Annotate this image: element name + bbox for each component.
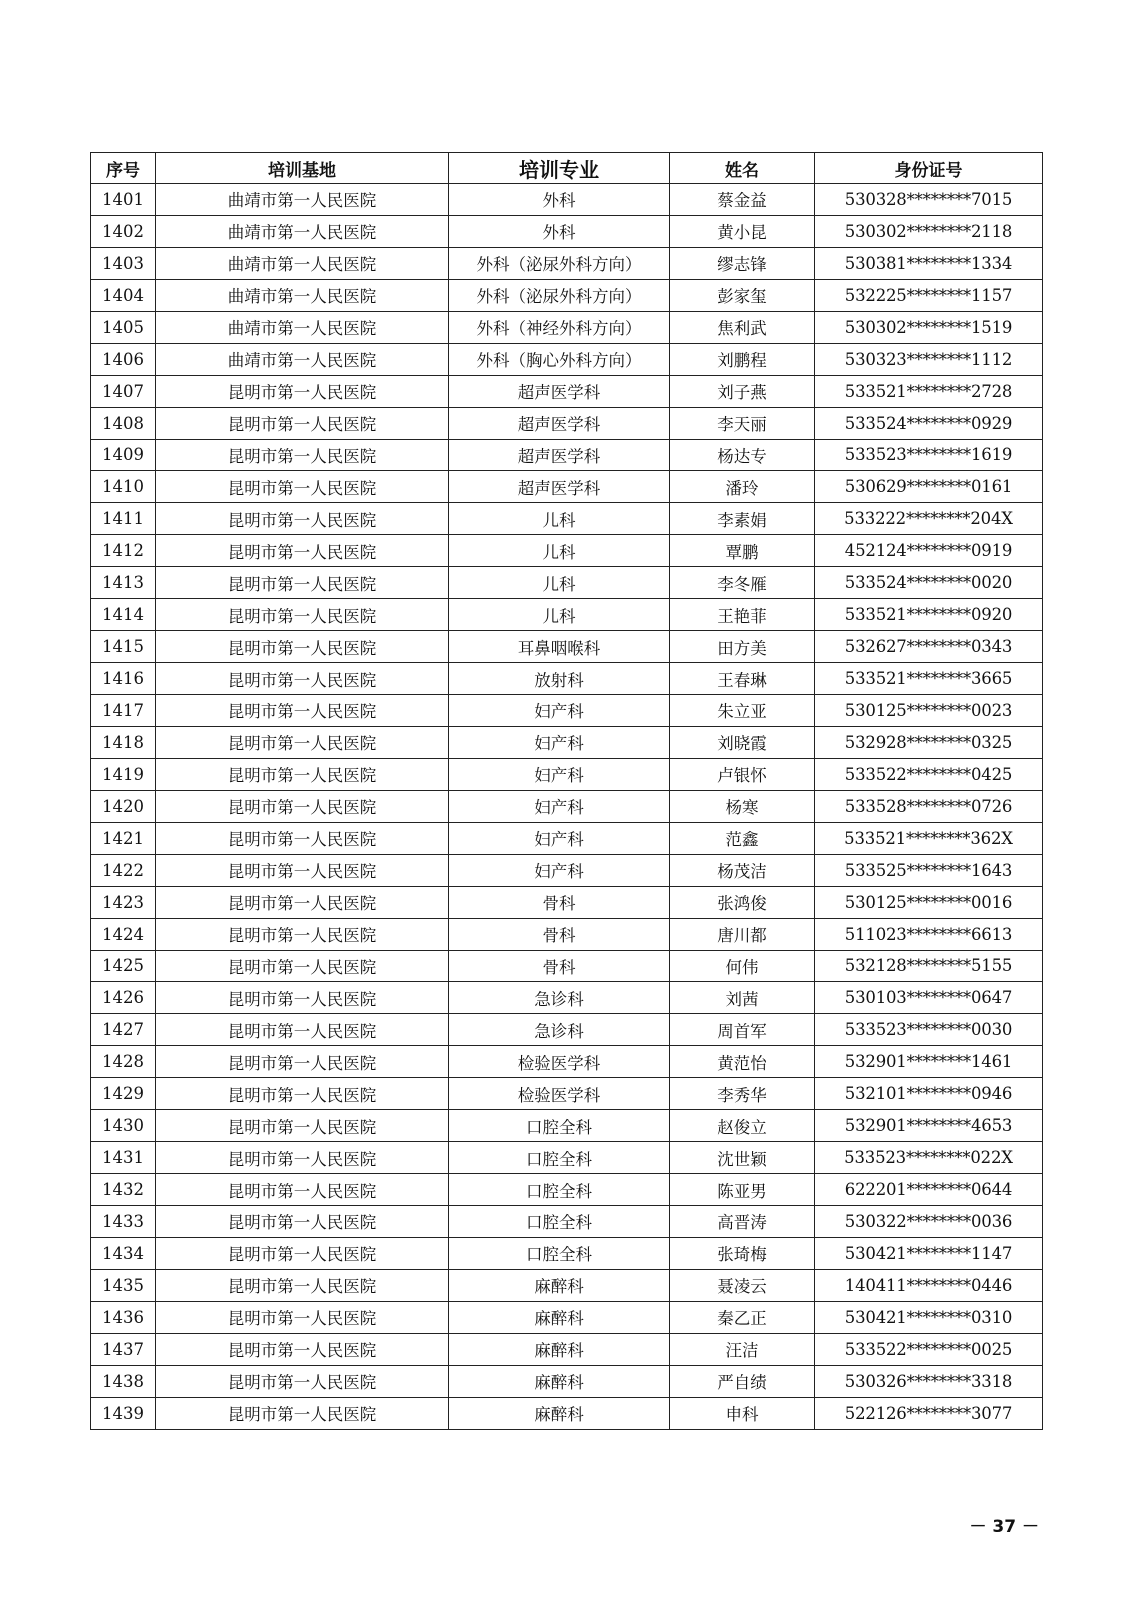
table-row bbox=[91, 279, 1043, 311]
cell-base: 昆明市第一人民医院 bbox=[156, 1397, 449, 1429]
cell-name: 严自绩 bbox=[670, 1365, 815, 1397]
cell-name: 蔡金益 bbox=[670, 184, 815, 216]
cell-base: 昆明市第一人民医院 bbox=[156, 631, 449, 663]
table-row bbox=[91, 375, 1043, 407]
cell-id: 532928********0325 bbox=[815, 726, 1043, 758]
cell-id: 530629********0161 bbox=[815, 471, 1043, 503]
table-row bbox=[91, 215, 1043, 247]
cell-seq: 1411 bbox=[91, 503, 156, 535]
cell-base: 昆明市第一人民医院 bbox=[156, 695, 449, 727]
header-seq: 序号 bbox=[91, 153, 156, 184]
cell-base: 昆明市第一人民医院 bbox=[156, 535, 449, 567]
cell-id: 533528********0726 bbox=[815, 790, 1043, 822]
cell-seq: 1432 bbox=[91, 1174, 156, 1206]
table-row bbox=[91, 982, 1043, 1014]
cell-major: 外科（泌尿外科方向） bbox=[449, 279, 670, 311]
table-row bbox=[91, 695, 1043, 727]
cell-name: 李冬雁 bbox=[670, 567, 815, 599]
table-row bbox=[91, 439, 1043, 471]
cell-base: 昆明市第一人民医院 bbox=[156, 822, 449, 854]
cell-name: 秦乙正 bbox=[670, 1301, 815, 1333]
cell-base: 昆明市第一人民医院 bbox=[156, 1237, 449, 1269]
cell-major: 外科（泌尿外科方向） bbox=[449, 247, 670, 279]
cell-seq: 1417 bbox=[91, 695, 156, 727]
cell-base: 昆明市第一人民医院 bbox=[156, 471, 449, 503]
table-row bbox=[91, 311, 1043, 343]
cell-name: 刘子燕 bbox=[670, 375, 815, 407]
cell-id: 532101********0946 bbox=[815, 1078, 1043, 1110]
cell-seq: 1433 bbox=[91, 1206, 156, 1238]
cell-name: 杨茂洁 bbox=[670, 854, 815, 886]
table-body bbox=[91, 184, 1043, 1430]
cell-seq: 1430 bbox=[91, 1110, 156, 1142]
table-row bbox=[91, 599, 1043, 631]
table-row bbox=[91, 1365, 1043, 1397]
cell-major: 麻醉科 bbox=[449, 1301, 670, 1333]
cell-base: 昆明市第一人民医院 bbox=[156, 1206, 449, 1238]
cell-seq: 1414 bbox=[91, 599, 156, 631]
cell-major: 妇产科 bbox=[449, 758, 670, 790]
cell-name: 刘晓霞 bbox=[670, 726, 815, 758]
cell-name: 赵俊立 bbox=[670, 1110, 815, 1142]
cell-name: 张鸿俊 bbox=[670, 886, 815, 918]
cell-id: 530421********1147 bbox=[815, 1237, 1043, 1269]
cell-major: 儿科 bbox=[449, 599, 670, 631]
cell-id: 532128********5155 bbox=[815, 950, 1043, 982]
cell-id: 533524********0020 bbox=[815, 567, 1043, 599]
table-row bbox=[91, 407, 1043, 439]
cell-name: 彭家玺 bbox=[670, 279, 815, 311]
cell-base: 曲靖市第一人民医院 bbox=[156, 215, 449, 247]
cell-base: 昆明市第一人民医院 bbox=[156, 599, 449, 631]
cell-seq: 1403 bbox=[91, 247, 156, 279]
cell-seq: 1428 bbox=[91, 1046, 156, 1078]
cell-seq: 1413 bbox=[91, 567, 156, 599]
cell-name: 潘玲 bbox=[670, 471, 815, 503]
cell-id: 533521********2728 bbox=[815, 375, 1043, 407]
cell-base: 昆明市第一人民医院 bbox=[156, 1110, 449, 1142]
cell-name: 唐川都 bbox=[670, 918, 815, 950]
table-row bbox=[91, 1142, 1043, 1174]
table-row bbox=[91, 631, 1043, 663]
cell-major: 骨科 bbox=[449, 886, 670, 918]
table-row bbox=[91, 790, 1043, 822]
cell-base: 昆明市第一人民医院 bbox=[156, 1078, 449, 1110]
cell-seq: 1427 bbox=[91, 1014, 156, 1046]
table-row bbox=[91, 343, 1043, 375]
cell-major: 超声医学科 bbox=[449, 439, 670, 471]
cell-id: 622201********0644 bbox=[815, 1174, 1043, 1206]
cell-seq: 1424 bbox=[91, 918, 156, 950]
table-row bbox=[91, 1046, 1043, 1078]
cell-base: 昆明市第一人民医院 bbox=[156, 950, 449, 982]
cell-name: 缪志锋 bbox=[670, 247, 815, 279]
cell-seq: 1406 bbox=[91, 343, 156, 375]
cell-major: 麻醉科 bbox=[449, 1333, 670, 1365]
cell-base: 昆明市第一人民医院 bbox=[156, 758, 449, 790]
cell-major: 检验医学科 bbox=[449, 1078, 670, 1110]
cell-name: 张琦梅 bbox=[670, 1237, 815, 1269]
table-row bbox=[91, 503, 1043, 535]
cell-seq: 1438 bbox=[91, 1365, 156, 1397]
cell-seq: 1426 bbox=[91, 982, 156, 1014]
cell-seq: 1415 bbox=[91, 631, 156, 663]
table-row bbox=[91, 567, 1043, 599]
table-row bbox=[91, 247, 1043, 279]
cell-id: 533521********3665 bbox=[815, 663, 1043, 695]
header-major: 培训专业 bbox=[449, 153, 670, 184]
cell-base: 昆明市第一人民医院 bbox=[156, 1301, 449, 1333]
table-row bbox=[91, 1110, 1043, 1142]
cell-id: 533222********204X bbox=[815, 503, 1043, 535]
table-row bbox=[91, 1237, 1043, 1269]
cell-id: 530302********1519 bbox=[815, 311, 1043, 343]
cell-id: 533523********022X bbox=[815, 1142, 1043, 1174]
cell-base: 昆明市第一人民医院 bbox=[156, 1365, 449, 1397]
cell-seq: 1412 bbox=[91, 535, 156, 567]
header-base: 培训基地 bbox=[156, 153, 449, 184]
cell-major: 口腔全科 bbox=[449, 1142, 670, 1174]
cell-major: 外科 bbox=[449, 184, 670, 216]
cell-id: 530125********0016 bbox=[815, 886, 1043, 918]
cell-name: 李秀华 bbox=[670, 1078, 815, 1110]
cell-base: 曲靖市第一人民医院 bbox=[156, 311, 449, 343]
cell-id: 532901********1461 bbox=[815, 1046, 1043, 1078]
cell-id: 530323********1112 bbox=[815, 343, 1043, 375]
cell-id: 533525********1643 bbox=[815, 854, 1043, 886]
cell-name: 杨寒 bbox=[670, 790, 815, 822]
cell-major: 口腔全科 bbox=[449, 1174, 670, 1206]
cell-id: 532225********1157 bbox=[815, 279, 1043, 311]
cell-major: 超声医学科 bbox=[449, 407, 670, 439]
cell-major: 妇产科 bbox=[449, 695, 670, 727]
cell-name: 陈亚男 bbox=[670, 1174, 815, 1206]
cell-id: 530328********7015 bbox=[815, 184, 1043, 216]
cell-major: 超声医学科 bbox=[449, 471, 670, 503]
cell-seq: 1437 bbox=[91, 1333, 156, 1365]
cell-name: 范鑫 bbox=[670, 822, 815, 854]
cell-id: 530103********0647 bbox=[815, 982, 1043, 1014]
cell-seq: 1425 bbox=[91, 950, 156, 982]
cell-major: 儿科 bbox=[449, 567, 670, 599]
cell-seq: 1401 bbox=[91, 184, 156, 216]
cell-seq: 1402 bbox=[91, 215, 156, 247]
cell-id: 533523********1619 bbox=[815, 439, 1043, 471]
table-row bbox=[91, 1269, 1043, 1301]
cell-name: 何伟 bbox=[670, 950, 815, 982]
table-row bbox=[91, 822, 1043, 854]
cell-base: 昆明市第一人民医院 bbox=[156, 726, 449, 758]
cell-seq: 1410 bbox=[91, 471, 156, 503]
table-row bbox=[91, 1301, 1043, 1333]
table-row bbox=[91, 1206, 1043, 1238]
cell-seq: 1431 bbox=[91, 1142, 156, 1174]
cell-base: 昆明市第一人民医院 bbox=[156, 790, 449, 822]
cell-name: 黄小昆 bbox=[670, 215, 815, 247]
cell-name: 田方美 bbox=[670, 631, 815, 663]
cell-seq: 1418 bbox=[91, 726, 156, 758]
cell-id: 522126********3077 bbox=[815, 1397, 1043, 1429]
cell-base: 曲靖市第一人民医院 bbox=[156, 247, 449, 279]
table-row bbox=[91, 1078, 1043, 1110]
table-row bbox=[91, 1333, 1043, 1365]
cell-seq: 1422 bbox=[91, 854, 156, 886]
cell-seq: 1423 bbox=[91, 886, 156, 918]
cell-base: 昆明市第一人民医院 bbox=[156, 1333, 449, 1365]
cell-id: 530322********0036 bbox=[815, 1206, 1043, 1238]
cell-name: 王艳菲 bbox=[670, 599, 815, 631]
table-row bbox=[91, 726, 1043, 758]
cell-name: 汪洁 bbox=[670, 1333, 815, 1365]
cell-major: 麻醉科 bbox=[449, 1397, 670, 1429]
cell-seq: 1407 bbox=[91, 375, 156, 407]
cell-seq: 1420 bbox=[91, 790, 156, 822]
cell-id: 530421********0310 bbox=[815, 1301, 1043, 1333]
cell-name: 李天丽 bbox=[670, 407, 815, 439]
cell-seq: 1439 bbox=[91, 1397, 156, 1429]
table-row bbox=[91, 758, 1043, 790]
cell-base: 昆明市第一人民医院 bbox=[156, 1174, 449, 1206]
cell-name: 高晋涛 bbox=[670, 1206, 815, 1238]
cell-major: 儿科 bbox=[449, 503, 670, 535]
cell-major: 外科（胸心外科方向） bbox=[449, 343, 670, 375]
cell-name: 刘鹏程 bbox=[670, 343, 815, 375]
cell-seq: 1408 bbox=[91, 407, 156, 439]
cell-major: 急诊科 bbox=[449, 1014, 670, 1046]
cell-base: 曲靖市第一人民医院 bbox=[156, 343, 449, 375]
cell-base: 昆明市第一人民医院 bbox=[156, 1014, 449, 1046]
table-row bbox=[91, 471, 1043, 503]
cell-base: 昆明市第一人民医院 bbox=[156, 407, 449, 439]
cell-base: 曲靖市第一人民医院 bbox=[156, 279, 449, 311]
cell-name: 卢银怀 bbox=[670, 758, 815, 790]
cell-major: 外科（神经外科方向） bbox=[449, 311, 670, 343]
cell-major: 口腔全科 bbox=[449, 1110, 670, 1142]
cell-major: 妇产科 bbox=[449, 790, 670, 822]
cell-base: 昆明市第一人民医院 bbox=[156, 1269, 449, 1301]
cell-base: 昆明市第一人民医院 bbox=[156, 1046, 449, 1078]
header-name: 姓名 bbox=[670, 153, 815, 184]
header-row bbox=[91, 153, 1043, 184]
table-row bbox=[91, 535, 1043, 567]
cell-major: 外科 bbox=[449, 215, 670, 247]
cell-seq: 1419 bbox=[91, 758, 156, 790]
table-row bbox=[91, 918, 1043, 950]
cell-base: 昆明市第一人民医院 bbox=[156, 982, 449, 1014]
cell-id: 530381********1334 bbox=[815, 247, 1043, 279]
cell-name: 焦利武 bbox=[670, 311, 815, 343]
cell-name: 沈世颖 bbox=[670, 1142, 815, 1174]
cell-major: 骨科 bbox=[449, 950, 670, 982]
cell-base: 昆明市第一人民医院 bbox=[156, 918, 449, 950]
cell-id: 533523********0030 bbox=[815, 1014, 1043, 1046]
table-row bbox=[91, 663, 1043, 695]
cell-major: 检验医学科 bbox=[449, 1046, 670, 1078]
cell-seq: 1404 bbox=[91, 279, 156, 311]
cell-seq: 1421 bbox=[91, 822, 156, 854]
cell-id: 511023********6613 bbox=[815, 918, 1043, 950]
table-header bbox=[91, 153, 1043, 184]
table-row bbox=[91, 854, 1043, 886]
cell-id: 530326********3318 bbox=[815, 1365, 1043, 1397]
cell-id: 140411********0446 bbox=[815, 1269, 1043, 1301]
cell-name: 刘茜 bbox=[670, 982, 815, 1014]
trainee-roster-table bbox=[90, 152, 1043, 1430]
table-row bbox=[91, 1014, 1043, 1046]
table-row bbox=[91, 1397, 1043, 1429]
page-number: － 37 － bbox=[969, 1517, 1039, 1537]
cell-major: 妇产科 bbox=[449, 726, 670, 758]
cell-base: 昆明市第一人民医院 bbox=[156, 886, 449, 918]
cell-major: 妇产科 bbox=[449, 854, 670, 886]
cell-name: 杨达专 bbox=[670, 439, 815, 471]
cell-base: 昆明市第一人民医院 bbox=[156, 375, 449, 407]
cell-name: 王春琳 bbox=[670, 663, 815, 695]
cell-name: 申科 bbox=[670, 1397, 815, 1429]
cell-base: 昆明市第一人民医院 bbox=[156, 439, 449, 471]
cell-base: 昆明市第一人民医院 bbox=[156, 663, 449, 695]
table-row bbox=[91, 886, 1043, 918]
cell-seq: 1409 bbox=[91, 439, 156, 471]
cell-id: 533524********0929 bbox=[815, 407, 1043, 439]
cell-major: 妇产科 bbox=[449, 822, 670, 854]
table-row bbox=[91, 950, 1043, 982]
cell-major: 麻醉科 bbox=[449, 1269, 670, 1301]
cell-major: 耳鼻咽喉科 bbox=[449, 631, 670, 663]
cell-seq: 1416 bbox=[91, 663, 156, 695]
cell-major: 急诊科 bbox=[449, 982, 670, 1014]
cell-name: 覃鹏 bbox=[670, 535, 815, 567]
cell-major: 骨科 bbox=[449, 918, 670, 950]
cell-name: 黄范怡 bbox=[670, 1046, 815, 1078]
cell-seq: 1436 bbox=[91, 1301, 156, 1333]
cell-seq: 1405 bbox=[91, 311, 156, 343]
cell-id: 530125********0023 bbox=[815, 695, 1043, 727]
cell-major: 儿科 bbox=[449, 535, 670, 567]
cell-id: 452124********0919 bbox=[815, 535, 1043, 567]
cell-seq: 1435 bbox=[91, 1269, 156, 1301]
cell-name: 聂凌云 bbox=[670, 1269, 815, 1301]
cell-id: 533522********0425 bbox=[815, 758, 1043, 790]
cell-id: 533521********0920 bbox=[815, 599, 1043, 631]
cell-major: 放射科 bbox=[449, 663, 670, 695]
table-row bbox=[91, 184, 1043, 216]
cell-id: 533522********0025 bbox=[815, 1333, 1043, 1365]
cell-major: 麻醉科 bbox=[449, 1365, 670, 1397]
cell-seq: 1434 bbox=[91, 1237, 156, 1269]
cell-base: 昆明市第一人民医院 bbox=[156, 567, 449, 599]
cell-id: 530302********2118 bbox=[815, 215, 1043, 247]
cell-major: 口腔全科 bbox=[449, 1237, 670, 1269]
cell-name: 朱立亚 bbox=[670, 695, 815, 727]
cell-base: 昆明市第一人民医院 bbox=[156, 1142, 449, 1174]
cell-id: 532627********0343 bbox=[815, 631, 1043, 663]
cell-base: 曲靖市第一人民医院 bbox=[156, 184, 449, 216]
cell-seq: 1429 bbox=[91, 1078, 156, 1110]
cell-base: 昆明市第一人民医院 bbox=[156, 854, 449, 886]
cell-major: 口腔全科 bbox=[449, 1206, 670, 1238]
cell-base: 昆明市第一人民医院 bbox=[156, 503, 449, 535]
table-row bbox=[91, 1174, 1043, 1206]
cell-name: 周首军 bbox=[670, 1014, 815, 1046]
header-id: 身份证号 bbox=[815, 153, 1043, 184]
cell-id: 533521********362X bbox=[815, 822, 1043, 854]
cell-major: 超声医学科 bbox=[449, 375, 670, 407]
cell-name: 李素娟 bbox=[670, 503, 815, 535]
cell-id: 532901********4653 bbox=[815, 1110, 1043, 1142]
